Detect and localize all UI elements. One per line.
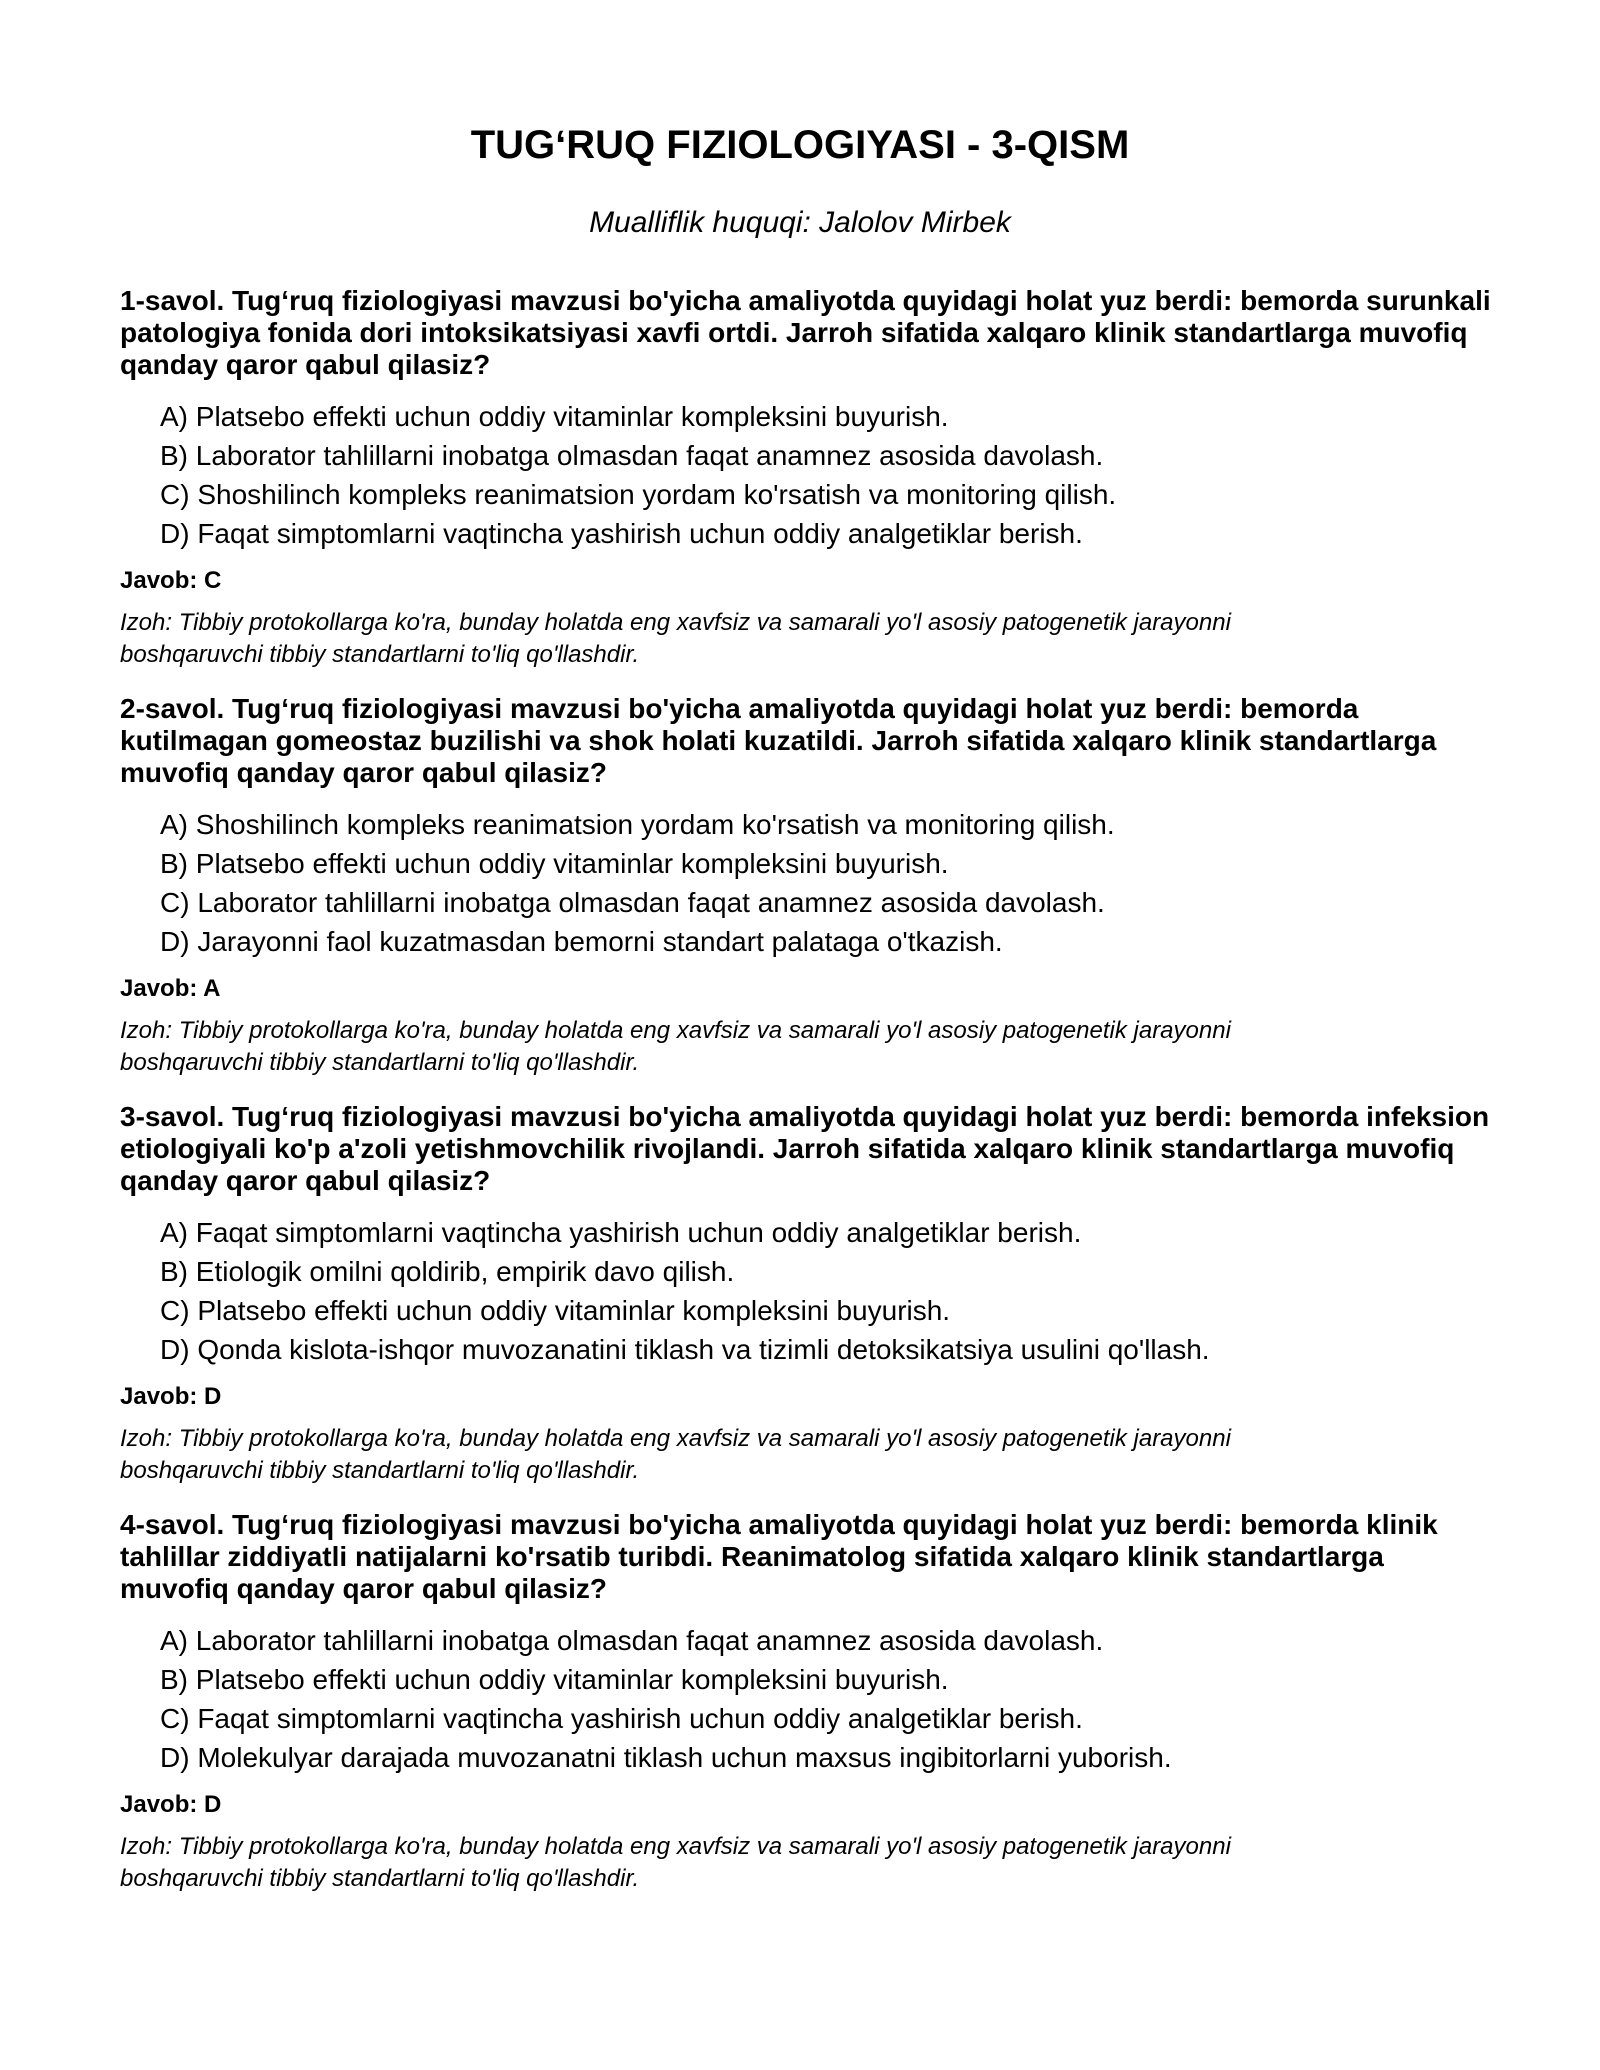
explanation-note: Izoh: Tibbiy protokollarga ko'ra, bunday holatda eng xavfsiz va samarali yo'l asosiy patogenetik jarayonni boshqaruvchi tibbiy standartlarni to'liq qo'llashdir.: [120, 609, 1231, 668]
document-title: TUG‘RUQ FIZIOLOGIYASI - 3-QISM: [470, 123, 1130, 167]
question-block: [120, 285, 1500, 671]
options-list: [120, 805, 1500, 961]
answer-label: Javob: D: [120, 1791, 222, 1818]
answer-label: Javob: A: [120, 975, 221, 1002]
option-a: A) Shoshilinch kompleks reanimatsion yordam ko'rsatish va monitoring qilish.: [160, 809, 1115, 840]
option-c: C) Laborator tahlillarni inobatga olmasdan faqat anamnez asosida davolash.: [160, 887, 1105, 918]
option-c: C) Faqat simptomlarni vaqtincha yashirish uchun oddiy analgetiklar berish.: [160, 1703, 1083, 1734]
document-subtitle: Mualliflik huquqi: Jalolov Mirbek: [589, 206, 1011, 239]
question-text: 2-savol. Tug‘ruq fiziologiyasi mavzusi bo'yicha amaliyotda quyidagi holat yuz berdi: bemorda kutilmagan gomeostaz buzilishi va shok holati kuzatildi. Jarroh sifatida xalqaro klinik standartlarga muvofiq qanday qaror qabul qilasiz?: [120, 693, 1437, 788]
option-d: D) Qonda kislota-ishqor muvozanatini tiklash va tizimli detoksikatsiya usulini qo'llash.: [160, 1334, 1210, 1365]
option-b: B) Platsebo effekti uchun oddiy vitaminlar kompleksini buyurish.: [160, 848, 949, 879]
option-a: A) Laborator tahlillarni inobatga olmasdan faqat anamnez asosida davolash.: [160, 1625, 1104, 1656]
option-d: D) Jarayonni faol kuzatmasdan bemorni standart palataga o'tkazish.: [160, 926, 1003, 957]
option-b: B) Platsebo effekti uchun oddiy vitaminlar kompleksini buyurish.: [160, 1664, 949, 1695]
question-block: [120, 1101, 1500, 1487]
option-c: C) Shoshilinch kompleks reanimatsion yordam ko'rsatish va monitoring qilish.: [160, 479, 1117, 510]
options-list: [120, 1213, 1500, 1369]
option-a: A) Faqat simptomlarni vaqtincha yashirish uchun oddiy analgetiklar berish.: [160, 1217, 1082, 1248]
explanation-note: Izoh: Tibbiy protokollarga ko'ra, bunday holatda eng xavfsiz va samarali yo'l asosiy patogenetik jarayonni boshqaruvchi tibbiy standartlarni to'liq qo'llashdir.: [120, 1833, 1231, 1892]
option-d: D) Faqat simptomlarni vaqtincha yashirish uchun oddiy analgetiklar berish.: [160, 518, 1083, 549]
options-list: [120, 397, 1500, 553]
option-b: B) Etiologik omilni qoldirib, empirik davo qilish.: [160, 1256, 735, 1287]
option-c: C) Platsebo effekti uchun oddiy vitaminlar kompleksini buyurish.: [160, 1295, 951, 1326]
option-d: D) Molekulyar darajada muvozanatni tiklash uchun maxsus ingibitorlarni yuborish.: [160, 1742, 1172, 1773]
option-b: B) Laborator tahlillarni inobatga olmasdan faqat anamnez asosida davolash.: [160, 440, 1104, 471]
option-a: A) Platsebo effekti uchun oddiy vitaminlar kompleksini buyurish.: [160, 401, 949, 432]
answer-label: Javob: D: [120, 1383, 222, 1410]
question-text: 1-savol. Tug‘ruq fiziologiyasi mavzusi bo'yicha amaliyotda quyidagi holat yuz berdi: bemorda surunkali patologiya fonida dori intoksikatsiyasi xavfi ortdi. Jarroh sifatida xalqaro klinik standartlarga muvofiq qanday qaror qabul qilasiz?: [120, 285, 1491, 380]
question-block: [120, 693, 1500, 1079]
explanation-note: Izoh: Tibbiy protokollarga ko'ra, bunday holatda eng xavfsiz va samarali yo'l asosiy patogenetik jarayonni boshqaruvchi tibbiy standartlarni to'liq qo'llashdir.: [120, 1017, 1231, 1076]
question-text: 3-savol. Tug‘ruq fiziologiyasi mavzusi bo'yicha amaliyotda quyidagi holat yuz berdi: bemorda infeksion etiologiyali ko'p a'zoli yetishmovchilik rivojlandi. Jarroh sifatida xalqaro klinik standartlarga muvofiq qanday qaror qabul qilasiz?: [120, 1101, 1490, 1196]
question-block: [120, 1509, 1500, 1895]
answer-label: Javob: C: [120, 567, 222, 594]
options-list: [120, 1621, 1500, 1777]
question-text: 4-savol. Tug‘ruq fiziologiyasi mavzusi bo'yicha amaliyotda quyidagi holat yuz berdi: bemorda klinik tahlillar ziddiyatli natijalarni ko'rsatib turibdi. Reanimatolog sifatida xalqaro klinik standartlarga muvofiq qanday qaror qabul qilasiz?: [120, 1509, 1438, 1604]
explanation-note: Izoh: Tibbiy protokollarga ko'ra, bunday holatda eng xavfsiz va samarali yo'l asosiy patogenetik jarayonni boshqaruvchi tibbiy standartlarni to'liq qo'llashdir.: [120, 1425, 1231, 1484]
